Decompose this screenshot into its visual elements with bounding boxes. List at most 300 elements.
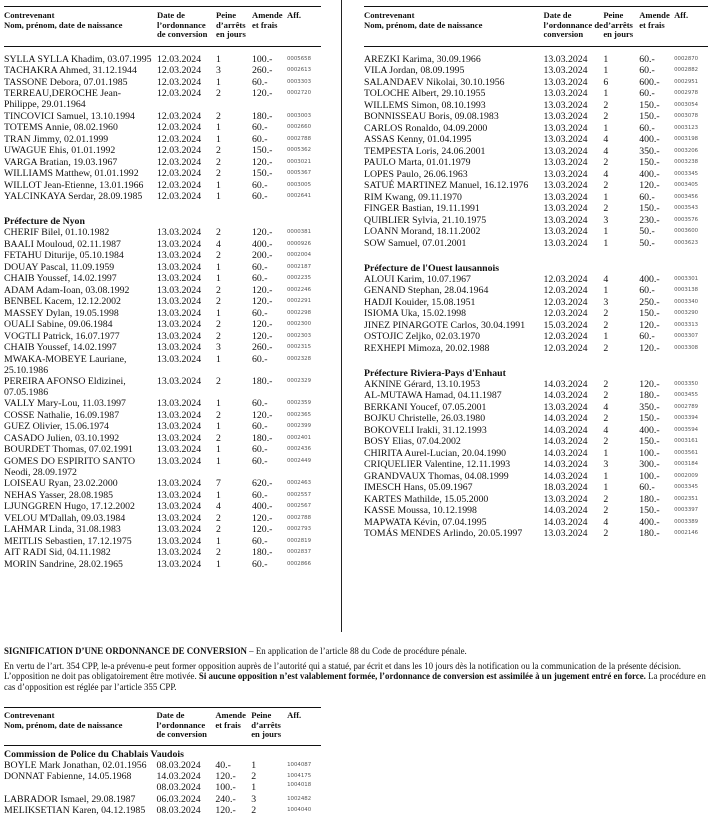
case-number: 0002720 xyxy=(287,90,312,97)
fine-amount: 60.- xyxy=(639,53,655,65)
detention-days: 1 xyxy=(603,482,609,494)
table-row xyxy=(364,135,708,146)
table-row xyxy=(364,426,708,437)
table-row xyxy=(4,286,321,297)
fine-amount: 180.- xyxy=(252,547,273,559)
contravener-name: SALANDAEV Nikolai, 30.10.1956 xyxy=(364,76,505,88)
chablais-group xyxy=(4,761,321,817)
header-name xyxy=(364,11,543,40)
detention-days-cell xyxy=(251,795,287,806)
contravener-name: JINEZ PINARGOTE Carlos, 30.04.1991 xyxy=(364,319,526,331)
table-row xyxy=(364,380,708,391)
header-aff: Aff. xyxy=(287,10,302,20)
contravener-name: MWAKA-MOBEYE Lauriane, 25.10.1986 xyxy=(4,353,127,376)
order-date: 12.03.2024 xyxy=(543,342,588,354)
order-date: 06.03.2024 xyxy=(156,793,201,805)
fine-amount: 60.- xyxy=(252,273,268,285)
detention-days: 1 xyxy=(216,53,221,65)
detention-days: 1 xyxy=(603,191,609,203)
table-row xyxy=(4,89,321,111)
table-row xyxy=(364,112,708,123)
fine-amount: 180.- xyxy=(252,432,273,444)
fine-amount: 50.- xyxy=(639,226,655,238)
contravener-name: LABRADOR Ismael, 29.08.1987 xyxy=(4,793,136,805)
fine-amount: 250.- xyxy=(639,296,660,308)
fine-amount: 180.- xyxy=(252,376,273,387)
order-date: 12.03.2024 xyxy=(543,331,588,343)
fine-amount: 120.- xyxy=(252,319,273,331)
case-number: 0003561 xyxy=(674,449,699,456)
table-row xyxy=(364,506,708,517)
right-column xyxy=(364,6,708,541)
case-number: 0003397 xyxy=(674,507,699,514)
header-days: Peine d’arrêts en jours xyxy=(251,710,282,740)
fine-amount: 60.- xyxy=(639,331,655,343)
order-date: 13.03.2024 xyxy=(157,307,202,319)
contravener-name: TASSONE Debora, 07.01.1985 xyxy=(4,76,128,88)
table-row xyxy=(4,78,321,89)
order-date-cell xyxy=(157,772,216,794)
fine-amount: 180.- xyxy=(639,493,660,505)
contravener-name: COSSE Nathalie, 16.09.1987 xyxy=(4,409,120,421)
order-date: 13.03.2024 xyxy=(543,145,588,157)
detention-days: 1 xyxy=(216,558,221,570)
table-row xyxy=(364,298,708,309)
table-row xyxy=(4,399,321,410)
case-number-cell xyxy=(287,795,321,806)
fine-amount: 100.- xyxy=(639,447,660,459)
table-row xyxy=(4,181,321,192)
table-row xyxy=(4,491,321,502)
table-row xyxy=(364,495,708,506)
order-date: 13.03.2024 xyxy=(543,191,588,203)
contravener-name: LJUNGGREN Hugo, 17.12.2002 xyxy=(4,501,135,513)
order-date: 13.03.2024 xyxy=(543,53,588,65)
fine-amount: 230.- xyxy=(639,214,660,226)
contravener-name: ASSAS Kenny, 01.04.1995 xyxy=(364,134,472,146)
detention-days: 2 xyxy=(216,376,221,387)
case-number: 0003138 xyxy=(674,287,699,294)
case-number: 0002557 xyxy=(287,491,312,498)
case-number: 0002641 xyxy=(287,193,312,200)
detention-days: 1 xyxy=(603,237,609,249)
order-date: 12.03.2024 xyxy=(543,308,588,320)
case-number: 0003345 xyxy=(674,484,699,491)
detention-days: 1 xyxy=(251,759,257,771)
detention-days: 2 xyxy=(216,512,221,524)
contravener-name: WILLOT Jean-Etienne, 13.01.1966 xyxy=(4,179,144,191)
table-row xyxy=(4,355,321,377)
table-row xyxy=(364,193,708,204)
contravener-name: SOW Samuel, 07.01.2001 xyxy=(364,237,467,249)
table-row xyxy=(4,112,321,123)
fine-amount: 120.- xyxy=(252,284,273,296)
contravener-name: CRIQUELIER Valentine, 12.11.1993 xyxy=(364,459,511,471)
fine-amount: 60.- xyxy=(252,179,268,191)
fine-amount: 400.- xyxy=(252,238,273,250)
table-row xyxy=(4,422,321,433)
table-row xyxy=(4,514,321,525)
header-name-line2: Nom, prénom, date de naissance xyxy=(4,719,123,730)
case-number: 0003184 xyxy=(674,461,699,468)
detention-days: 1 xyxy=(216,191,221,203)
header-name-line1: Contrevenant xyxy=(4,710,55,720)
contravener-name: GOMES DO ESPIRITO SANTO Neodi, 28.09.1972 xyxy=(4,455,136,478)
order-date: 13.03.2024 xyxy=(157,455,202,467)
contravener-name: LOPES Paulo, 26.06.1963 xyxy=(364,168,468,180)
case-number: 0003389 xyxy=(674,518,699,525)
order-date: 13.03.2024 xyxy=(157,489,202,501)
detention-days: 1 xyxy=(216,273,221,285)
order-date: 13.03.2024 xyxy=(157,535,202,547)
order-date: 12.03.2024 xyxy=(543,296,588,308)
notice-body-bold: Si aucune opposition n’est valablement formée, l’ordonnance de conversion est assimilée à un jugement entré en force. xyxy=(198,671,646,682)
section-title-riviera: Préfecture Riviera-Pays d'Enhaut xyxy=(364,367,506,379)
case-number: 0003005 xyxy=(287,181,312,188)
table-row xyxy=(364,391,708,402)
contravener-name: CHERIF Bilel, 01.10.1982 xyxy=(4,227,110,239)
contravener-name: BERKANI Youcef, 07.05.2001 xyxy=(364,401,487,413)
fine-amount: 120.- xyxy=(639,342,660,354)
order-date: 13.03.2024 xyxy=(157,250,202,262)
detention-days: 2 xyxy=(603,493,609,505)
detention-days: 2 xyxy=(216,168,221,180)
case-number: 0002951 xyxy=(674,78,699,85)
table-row xyxy=(4,434,321,445)
detention-days: 2 xyxy=(603,390,609,402)
section-title-nyon: Préfecture de Nyon xyxy=(4,216,85,228)
case-number: 0003594 xyxy=(674,426,699,433)
fine-amount: 60.- xyxy=(252,455,268,467)
order-date: 13.03.2024 xyxy=(543,237,588,249)
order-date-cell xyxy=(157,806,216,817)
order-date: 13.03.2024 xyxy=(543,134,588,146)
case-number: 0002866 xyxy=(287,560,312,567)
detention-days: 2 xyxy=(603,528,609,540)
detention-days: 1 xyxy=(603,226,609,238)
fine-amount: 620.- xyxy=(252,478,273,490)
order-date: 15.03.2024 xyxy=(543,319,588,331)
table-row xyxy=(364,483,708,494)
detention-days: 3 xyxy=(251,793,257,805)
contravener-name: KARTES Mathilde, 15.05.2000 xyxy=(364,493,489,505)
case-number: 0002004 xyxy=(287,252,312,259)
fine-amount: 350.- xyxy=(639,401,660,413)
order-date: 13.03.2024 xyxy=(157,432,202,444)
order-date: 18.03.2024 xyxy=(543,482,588,494)
fine-amount: 260.- xyxy=(252,342,273,354)
fine-amount: 150.- xyxy=(639,505,660,517)
case-number: 0003345 xyxy=(674,170,699,177)
bottom-table xyxy=(4,707,321,818)
case-number: 0003455 xyxy=(674,392,699,399)
order-date: 14.03.2024 xyxy=(543,424,588,436)
order-date: 13.03.2024 xyxy=(543,65,588,77)
riviera-group xyxy=(364,380,708,540)
fine-amount: 120.- xyxy=(252,296,273,308)
contravener-name: BOURDET Thomas, 07.02.1991 xyxy=(4,444,133,456)
detention-days-cell xyxy=(251,772,287,794)
contravener-name: TOLOCHE Albert, 29.10.1955 xyxy=(364,88,486,100)
contravener-name: YALCINKAYA Serdar, 28.09.1985 xyxy=(4,191,143,203)
fine-amount: 200.- xyxy=(252,250,273,262)
order-date: 14.03.2024 xyxy=(543,378,588,390)
table-row xyxy=(364,275,708,286)
case-number: 0002401 xyxy=(287,434,312,441)
order-date: 13.03.2024 xyxy=(157,330,202,342)
fine-amount: 400.- xyxy=(639,134,660,146)
table-row xyxy=(4,274,321,285)
contravener-name: CHIRITA Aurel-Lucian, 20.04.1990 xyxy=(364,447,507,459)
detention-days: 2 xyxy=(603,99,609,111)
contravener-name: WILLIAMS Matthew, 01.01.1992 xyxy=(4,168,139,180)
header-days: Peine d’arrêts en jours xyxy=(216,10,246,40)
fine-amount: 60.- xyxy=(639,482,655,494)
case-number: 0005367 xyxy=(287,170,312,177)
header-aff: Aff. xyxy=(287,710,302,720)
case-number: 1004175 xyxy=(287,773,312,780)
table-row xyxy=(364,309,708,320)
case-number: 0003054 xyxy=(674,101,699,108)
left-column xyxy=(4,6,321,571)
case-number: 0005658 xyxy=(287,55,312,62)
table-row xyxy=(364,227,708,238)
notice-body xyxy=(4,661,708,693)
contravener-name: PAULO Marta, 01.01.1979 xyxy=(364,157,471,169)
detention-days: 2 xyxy=(603,180,609,192)
contravener-name: QUIBLIER Sylvia, 21.10.1975 xyxy=(364,214,487,226)
table-row xyxy=(4,560,321,571)
detention-days: 2 xyxy=(216,88,221,100)
table-row xyxy=(4,55,321,66)
case-number: 1004087 xyxy=(287,761,312,768)
case-number: 0002789 xyxy=(674,403,699,410)
order-date: 08.03.2024 xyxy=(156,759,201,771)
contravener-name: LOISEAU Ryan, 23.02.2000 xyxy=(4,478,118,490)
fine-amount: 60.- xyxy=(639,65,655,77)
table-row xyxy=(4,479,321,490)
order-date: 13.03.2024 xyxy=(543,111,588,123)
contravener-name: VALLY Mary-Lou, 11.03.1997 xyxy=(4,398,126,410)
contravener-name: OSTOJIC Zeljko, 02.03.1970 xyxy=(364,331,481,343)
contravener-name: AREZKI Karima, 30.09.1966 xyxy=(364,53,481,65)
fine-amount: 50.- xyxy=(639,237,655,249)
fine-amount: 240.- xyxy=(215,793,236,805)
detention-days: 1 xyxy=(216,489,221,501)
case-number: 1004040 xyxy=(287,807,312,814)
order-date: 13.03.2024 xyxy=(543,157,588,169)
case-number: 0002613 xyxy=(287,67,312,74)
table-header xyxy=(364,6,708,47)
table-row xyxy=(4,772,321,794)
fine-amount: 150.- xyxy=(252,168,273,180)
contravener-name: CARLOS Ronaldo, 04.09.2000 xyxy=(364,122,488,134)
detention-days: 1 xyxy=(216,76,221,88)
fine-amount: 120.- xyxy=(252,524,273,536)
header-name-line2: Nom, prénom, date de naissance xyxy=(364,19,483,30)
table-row xyxy=(364,529,708,540)
order-date: 12.03.2024 xyxy=(157,88,202,100)
detention-days: 1 xyxy=(603,122,609,134)
fine-amount: 60.- xyxy=(639,285,655,297)
order-date: 13.03.2024 xyxy=(157,261,202,273)
case-number: 0003543 xyxy=(674,205,699,212)
order-date: 12.03.2024 xyxy=(157,76,202,88)
detention-days: 2 xyxy=(603,505,609,517)
detention-days: 4 xyxy=(603,424,609,436)
order-date: 12.03.2024 xyxy=(543,273,588,285)
detention-days: 2 xyxy=(216,110,221,122)
header-days: Peine d’arrêts en jours xyxy=(603,10,634,40)
detention-days: 2 xyxy=(216,250,221,262)
detention-days: 1 xyxy=(216,261,221,273)
detention-days: 2 xyxy=(603,319,609,331)
fine-amount: 120.- xyxy=(252,409,273,421)
detention-days: 2 xyxy=(216,547,221,559)
case-number: 0002793 xyxy=(287,526,312,533)
contravener-name: GUEZ Olivier, 15.06.1974 xyxy=(4,421,109,433)
table-row xyxy=(4,66,321,77)
contravener-name: BONNISSEAU Boris, 09.08.1983 xyxy=(364,111,499,123)
header-date: Date de l’ordonnance de conversion xyxy=(543,10,603,40)
contravener-name: BOKOVELI Irakli, 31.12.1993 xyxy=(364,424,487,436)
notice-title-suffix: – En application de l’article 88 du Code de procédure pénale. xyxy=(246,646,467,656)
contravener-name: CASADO Julien, 03.10.1992 xyxy=(4,432,120,444)
case-number: 0002303 xyxy=(287,332,312,339)
order-date: 13.03.2024 xyxy=(543,180,588,192)
detention-days: 2 xyxy=(603,436,609,448)
detention-days: 1 xyxy=(216,122,221,134)
fine-amount: 60.- xyxy=(252,535,268,547)
header-name xyxy=(4,11,157,40)
fine-amount: 120.- xyxy=(252,88,273,100)
case-number: 1002482 xyxy=(287,795,312,802)
detention-days: 1 xyxy=(216,444,221,456)
order-date: 13.03.2024 xyxy=(543,99,588,111)
order-date: 13.03.2024 xyxy=(157,342,202,354)
header-date: Date de l’ordonnance de conversion xyxy=(156,710,207,740)
table-row xyxy=(4,806,321,817)
contravener-name: MEITLIS Sebastien, 17.12.1975 xyxy=(4,535,132,547)
contravener-name: BOSY Elias, 07.04.2002 xyxy=(364,436,461,448)
case-number: 0002146 xyxy=(674,530,699,537)
contravener-name: TEMPESTA Loris, 24.06.2001 xyxy=(364,145,486,157)
case-number: 0002660 xyxy=(287,124,312,131)
fine-amount: 120.- xyxy=(252,330,273,342)
fine-amount: 60.- xyxy=(252,133,268,145)
fine-amount: 40.- xyxy=(215,759,231,771)
detention-days: 1 xyxy=(603,470,609,482)
order-date: 14.03.2024 xyxy=(543,447,588,459)
table-row xyxy=(4,411,321,422)
right-first-group xyxy=(364,55,708,250)
contravener-name: PEREIRA AFONSO Eldizinei, 07.05.1986 xyxy=(4,376,126,398)
detention-days: 1 xyxy=(216,398,221,410)
fine-amount: 60.- xyxy=(639,191,655,203)
case-number: 0002837 xyxy=(287,549,312,556)
contravener-name: ISIOMA Uka, 15.02.1998 xyxy=(364,308,467,320)
ouest-lausannois-group xyxy=(364,275,708,355)
contravener-name: FINGER Bastian, 19.11.1991 xyxy=(364,203,480,215)
order-date: 14.03.2024 xyxy=(543,436,588,448)
contravener-name: ADAM Adam-Ioan, 03.08.1992 xyxy=(4,284,130,296)
case-number: 0002436 xyxy=(287,446,312,453)
case-number: 0003456 xyxy=(674,193,699,200)
case-number: 0002870 xyxy=(674,55,699,62)
table-row xyxy=(4,123,321,134)
order-date: 13.03.2024 xyxy=(157,353,202,365)
fine-amount: 150.- xyxy=(639,99,660,111)
fine-amount: 400.- xyxy=(639,516,660,528)
table-row xyxy=(4,135,321,146)
case-number-cell xyxy=(287,772,321,794)
case-number: 0003394 xyxy=(674,415,699,422)
detention-days: 2 xyxy=(603,111,609,123)
case-number: 0002399 xyxy=(287,423,312,430)
detention-days: 3 xyxy=(216,342,221,354)
detention-days: 1 xyxy=(216,421,221,433)
detention-days: 2 xyxy=(603,203,609,215)
fine-amount: 120.- xyxy=(639,180,660,192)
fine-amount: 400.- xyxy=(639,273,660,285)
case-number: 0002009 xyxy=(674,472,699,479)
case-number: 0003405 xyxy=(674,182,699,189)
table-row xyxy=(364,286,708,297)
order-date: 13.03.2024 xyxy=(157,421,202,433)
order-date: 13.03.2024 xyxy=(157,284,202,296)
notice-body-part1: En vertu de l’art. 354 CPP, le-a prévenu-e peut former opposition auprès de l’autorité qui a statué, par écrit et dans les 10 jours dès la notification ou la communication de la présente décision. L’opposition ne doit pas obligatoirement être motivée. xyxy=(4,660,682,682)
order-date: 13.03.2024 xyxy=(157,238,202,250)
case-number: 0003206 xyxy=(674,147,699,154)
case-number: 0002187 xyxy=(287,263,312,270)
detention-days: 1 xyxy=(603,88,609,100)
table-row xyxy=(364,344,708,355)
contravener-name: ALOUI Karim, 10.07.1967 xyxy=(364,273,471,285)
contravener-name: TINCOVICI Samuel, 13.10.1994 xyxy=(4,110,135,122)
case-number: 0000926 xyxy=(287,240,312,247)
order-date: 12.03.2024 xyxy=(157,133,202,145)
case-number: 0002449 xyxy=(287,457,312,464)
detention-days: 1 xyxy=(216,353,221,365)
detention-days: 2 xyxy=(216,432,221,444)
detention-days: 1 xyxy=(603,447,609,459)
detention-days: 1 xyxy=(216,133,221,145)
contravener-name: KASSE Moussa, 10.12.1998 xyxy=(364,505,477,517)
detention-days: 2 xyxy=(216,319,221,331)
table-row xyxy=(4,240,321,251)
table-row xyxy=(4,158,321,169)
detention-days-cell xyxy=(251,761,287,772)
notice-heading xyxy=(4,646,708,657)
header-amount: Amende et frais xyxy=(252,10,283,30)
contravener-name: CHAIB Youssef, 14.02.1997 xyxy=(4,342,117,354)
case-number: 0002365 xyxy=(287,411,312,418)
case-number: 0003123 xyxy=(674,124,699,131)
contravener-name: WILLEMS Simon, 08.10.1993 xyxy=(364,99,486,111)
order-date: 13.03.2024 xyxy=(543,76,588,88)
order-date: 13.03.2024 xyxy=(157,501,202,513)
fine-amount: 60.- xyxy=(252,191,268,203)
fine-amount: 60.- xyxy=(252,421,268,433)
fine-amount: 400.- xyxy=(639,424,660,436)
table-row xyxy=(4,537,321,548)
order-date: 13.03.2024 xyxy=(157,558,202,570)
detention-days-cell xyxy=(251,806,287,817)
case-number: 0002567 xyxy=(287,503,312,510)
table-row xyxy=(4,146,321,157)
contravener-name: GENAND Stephan, 28.04.1964 xyxy=(364,285,489,297)
table-row xyxy=(364,55,708,66)
